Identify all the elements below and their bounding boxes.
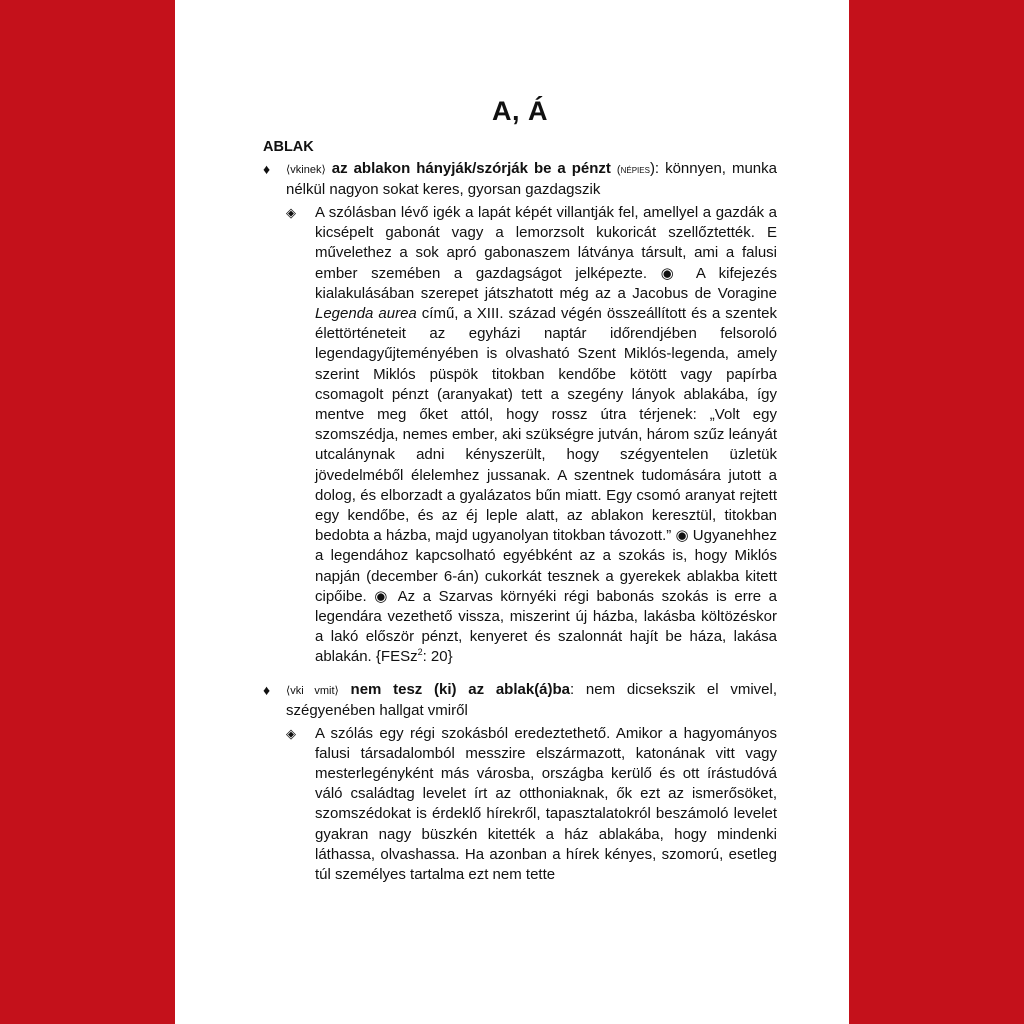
entry-definition: : nem dicsekszik el vmivel, szégyenében hallgat vmiről xyxy=(286,680,777,719)
note-text xyxy=(315,203,777,668)
entry-1 xyxy=(263,159,777,668)
reference-open: {FESz xyxy=(375,648,418,666)
entry-context: ⟨vki vmit⟩ xyxy=(286,684,339,697)
entry-context: ⟨vkinek⟩ xyxy=(286,164,326,176)
diamond-bullet-icon: ♦ xyxy=(263,681,271,698)
headword: ABLAK xyxy=(263,139,314,155)
register-open: ( xyxy=(616,164,621,176)
note-text-part-b: című, a XIII. század végén összeállított és a szentek élettörténeteit az egyházi naptár időrendjében felsoroló legendagyűjteményében is olvasható Szent Miklós-legenda, amely szerint Miklós püspök titokban kendőbe kötött vagy papírba csomagolt pénzt (aranyakat) tett a szegény lányok ablakába, így mentve meg őket attól, hogy rossz útra térjenek: „Volt egy szomszédja, nemes ember, aki szükségre jutván, három szűz leányát utcalánynak adni kényszerült, hogy szégyentelen üzletük jövedelméből élelemhez jussanak. A szentnek tudomására jutott a dolog, és elborzadt a gyalázatos bűn miatt. Egy csomó aranyat rejtett egy kendőbe, és az éj leple alatt, az ablakon keresztül, titokban bedobta a házba, majd ugyanolyan titokban távozott.” ◉ Ugyanehhez a legendához kapcsolható egyébként az a szokás is, hogy Miklós napján (december 6-án) cukorkát tesznek a gyerekek ablakba kitett cipőibe. ◉ Az a Szarvas környéki régi babonás szokás is erre a legendára vezethető vissza, miszerint új házba, lakásba költözéskor a lakó először pénzt, kenyeret és szalonnát hajít be háza, lakása ablakán. xyxy=(315,305,777,666)
letter-heading: A, Á xyxy=(492,96,548,126)
note-diamond-icon: ◈ xyxy=(286,725,296,741)
register-label: népies xyxy=(620,162,650,176)
entry-phrase: az ablakon hányják/szórják be a pénzt xyxy=(331,160,611,177)
note-text: A szólás egy régi szokásból eredeztethető. Amikor a hagyományos falusi társadalomból messzire elszármazott, katonának vitt vagy mesterlegényként más városba, országba kerülő és ott írástudóvá váló családtag levelet írt az otthoniaknak, ők ezt az ismerősöket, szomszédokat is érdeklő hírekről, tapasztalatokról beszámoló levelet gyakran nagy büszkén kitették a ház ablakába, hogy mindenki láthassa, olvashassa. Ha azonban a hírek kényes, szomorú, esetleg túl személyes tartalma ezt nem tette xyxy=(315,724,777,884)
page-content xyxy=(263,96,777,885)
note-italic-title: Legenda aurea xyxy=(315,305,417,323)
note-diamond-icon: ◈ xyxy=(286,205,296,220)
diamond-bullet-icon: ♦ xyxy=(263,161,271,177)
reference-sup: 2 xyxy=(417,647,423,658)
register-close: ): xyxy=(649,160,660,177)
entry-1-heading xyxy=(286,159,777,200)
entry-phrase: nem tesz (ki) az ablak(á)ba xyxy=(350,680,571,698)
entry-2 xyxy=(263,680,777,886)
entry-2-note xyxy=(286,724,777,886)
note-text-part-a: A szólásban lévő igék a lapát képét villantják fel, amellyel a gazdák a kicsépelt gabonát vagy a lemorzsolt kukoricát szellőztették. E művelethez a sok apró gabonaszem látványa társult, ami a falusi ember szemében a gazdagságot jelképezte. ◉ A kifejezés kialakulásában szerepet játszhatott még az a Jacobus de Voragine xyxy=(315,204,777,302)
entry-definition: könnyen, munka nélkül nagyon sokat keres, gyorsan gazdagszik xyxy=(286,160,777,198)
entry-1-note xyxy=(286,203,777,668)
entry-2-heading xyxy=(286,680,777,721)
reference-close: : 20} xyxy=(422,648,453,666)
dictionary-page xyxy=(175,0,849,1024)
